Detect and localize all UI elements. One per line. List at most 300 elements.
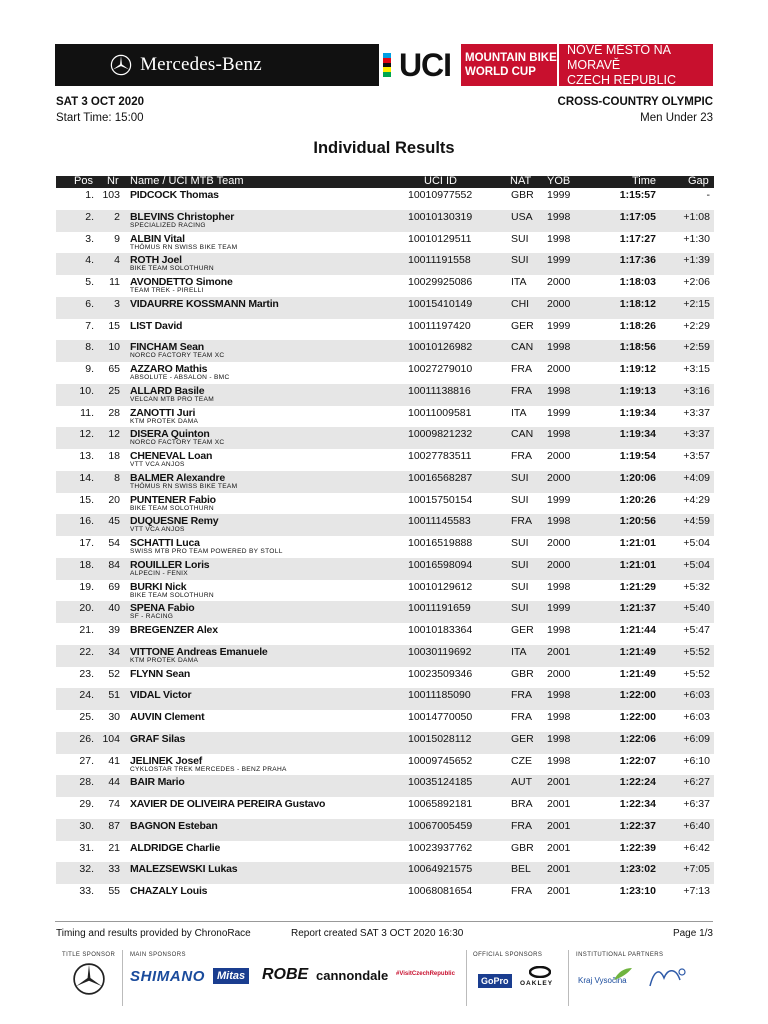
finish-time: 1:17:36 [619, 254, 656, 267]
table-row [56, 623, 714, 645]
time-gap: +5:52 [683, 645, 710, 658]
finish-time: 1:21:29 [619, 580, 656, 593]
pos: 10. [79, 384, 94, 397]
year-of-birth: 2000 [547, 471, 571, 484]
table-row [56, 319, 714, 341]
time-gap: +3:37 [683, 428, 710, 441]
bib-number: 34 [108, 645, 120, 658]
col-yob: YOB [547, 175, 571, 187]
finish-time: 1:18:03 [619, 276, 656, 288]
time-gap: +5:40 [683, 602, 710, 615]
time-gap: +7:05 [683, 863, 710, 876]
pos: 28. [79, 776, 94, 789]
race-date: SAT 3 OCT 2020 [56, 96, 144, 108]
pos: 11. [80, 406, 94, 419]
table-row [56, 536, 714, 558]
pos: 23. [79, 667, 94, 680]
finish-time: 1:22:34 [619, 798, 656, 810]
bib-number: 41 [108, 754, 120, 767]
bib-number: 9 [114, 232, 120, 245]
bib-number: 52 [108, 667, 120, 680]
col-uci-id: UCI ID [424, 175, 457, 187]
sponsor-divider [122, 950, 123, 1006]
bib-number: 51 [108, 689, 120, 702]
finish-time: 1:22:00 [619, 689, 656, 702]
year-of-birth: 1999 [547, 406, 571, 419]
bib-number: 44 [108, 776, 120, 789]
year-of-birth: 2001 [547, 645, 571, 658]
rider-name: PUNTENER Fabio [130, 493, 216, 506]
finish-time: 1:18:56 [619, 341, 656, 354]
bib-number: 12 [108, 428, 120, 441]
team-name: VELCAN MTB PRO TEAM [130, 395, 214, 403]
rider-name: BAIR Mario [130, 776, 185, 789]
table-row [56, 732, 714, 754]
year-of-birth: 1999 [547, 189, 571, 201]
bib-number: 20 [108, 493, 120, 506]
nationality: FRA [511, 711, 532, 723]
finish-time: 1:22:37 [619, 819, 656, 832]
rider-name: ROTH Joel [130, 254, 182, 267]
time-gap: +6:10 [683, 754, 710, 767]
year-of-birth: 1999 [547, 602, 571, 615]
table-row [56, 384, 714, 406]
uci-id: 10010129612 [408, 580, 473, 593]
table-row [56, 862, 714, 884]
pos: 25. [79, 711, 94, 723]
uci-id: 10065892181 [408, 798, 473, 810]
nationality: BEL [511, 863, 531, 876]
uci-id: 10010130319 [408, 210, 473, 223]
rider-name: BALMER Alexandre [130, 471, 226, 484]
table-row [56, 188, 714, 210]
finish-time: 1:17:27 [619, 232, 656, 245]
rider-name: BREGENZER Alex [130, 624, 218, 636]
finish-time: 1:22:07 [619, 754, 656, 767]
bib-number: 2 [114, 210, 120, 223]
year-of-birth: 2001 [547, 798, 571, 810]
team-name: BIKE TEAM SOLOTHURN [130, 504, 214, 512]
year-of-birth: 2001 [547, 776, 571, 789]
time-gap: +6:42 [683, 841, 710, 854]
nationality: GER [511, 319, 534, 332]
institutional-partners-label: INSTITUTIONAL PARTNERS [576, 952, 664, 958]
bib-number: 40 [108, 602, 120, 615]
table-row [56, 253, 714, 275]
official-sponsors-label: OFFICIAL SPONSORS [473, 952, 543, 958]
year-of-birth: 1998 [547, 515, 571, 528]
bib-number: 15 [108, 319, 120, 332]
nationality: SUI [511, 493, 529, 506]
pos: 4. [85, 254, 94, 267]
year-of-birth: 1998 [547, 732, 571, 745]
rider-name: BAGNON Esteban [130, 819, 218, 832]
uci-id: 10016519888 [408, 537, 473, 549]
bib-number: 4 [114, 254, 120, 267]
table-row [56, 297, 714, 319]
pos: 29. [79, 798, 94, 810]
pos: 15. [79, 493, 94, 506]
uci-id: 10011191558 [408, 254, 471, 267]
year-of-birth: 1998 [547, 428, 571, 441]
time-gap: +6:27 [683, 776, 710, 789]
team-name: KTM PROTEK DAMA [130, 417, 199, 425]
pos: 6. [85, 297, 94, 310]
pos: 13. [79, 450, 94, 462]
nationality: FRA [511, 384, 532, 397]
kraj-vysocina-logo: Kraj Vysočina [578, 976, 627, 985]
rider-name: CHENEVAL Loan [130, 450, 213, 462]
year-of-birth: 2000 [547, 450, 571, 462]
oakley-ellipse-icon [529, 966, 551, 978]
pos: 17. [79, 537, 94, 549]
rider-name: DUQUESNE Remy [130, 515, 219, 528]
finish-time: 1:21:01 [619, 537, 656, 549]
year-of-birth: 1998 [547, 689, 571, 702]
table-row [56, 232, 714, 254]
uci-id: 10023509346 [408, 667, 473, 680]
team-name: NORCO FACTORY TEAM XC [130, 352, 225, 360]
time-gap: +4:59 [683, 515, 710, 528]
nationality: FRA [511, 819, 532, 832]
mercedes-logo [55, 44, 317, 86]
table-row [56, 710, 714, 732]
year-of-birth: 2000 [547, 558, 571, 571]
nationality: SUI [511, 558, 529, 571]
rider-name: BURKI Nick [130, 580, 187, 593]
table-row [56, 645, 714, 667]
rider-name: ALDRIDGE Charlie [130, 841, 221, 854]
pos: 12. [79, 428, 94, 441]
venue-line-1: NOVÉ MĚSTO NA MORAVĚ [567, 42, 671, 72]
bib-number: 3 [114, 297, 120, 310]
finish-time: 1:22:00 [619, 711, 656, 723]
time-gap: +5:04 [683, 558, 710, 571]
team-name: SF - RACING [130, 613, 174, 621]
year-of-birth: 2001 [547, 819, 571, 832]
uci-id: 10015028112 [408, 732, 472, 745]
finish-time: 1:19:13 [619, 384, 656, 397]
event-name: CROSS-COUNTRY OLYMPIC [557, 96, 713, 108]
bib-number: 21 [108, 841, 120, 854]
main-sponsors-label: MAIN SPONSORS [130, 952, 186, 958]
nationality: CAN [511, 341, 534, 354]
time-gap: +3:57 [683, 450, 710, 462]
bib-number: 8 [114, 471, 120, 484]
time-gap: +5:52 [683, 667, 710, 680]
finish-time: 1:18:26 [619, 319, 656, 332]
uci-id: 10015750154 [408, 493, 473, 506]
team-name: SPECIALIZED RACING [130, 221, 206, 229]
nationality: FRA [511, 363, 532, 375]
time-gap: +4:29 [683, 493, 710, 506]
bib-number: 54 [108, 537, 120, 549]
team-name: NORCO FACTORY TEAM XC [130, 439, 225, 447]
table-row [56, 754, 714, 776]
nationality: CHI [511, 297, 530, 310]
bib-number: 65 [108, 363, 120, 375]
nationality: AUT [511, 776, 532, 789]
nationality: GBR [511, 667, 534, 680]
rider-name: CHAZALY Louis [130, 885, 208, 897]
category-name: Men Under 23 [640, 112, 713, 124]
pos: 26. [79, 732, 94, 745]
title-sponsor-label: TITLE SPONSOR [62, 952, 116, 958]
nationality: GBR [511, 189, 534, 201]
time-gap: - [706, 189, 710, 201]
uci-id: 10014770050 [408, 711, 473, 723]
nationality: SUI [511, 537, 529, 549]
uci-id: 10015410149 [408, 297, 473, 310]
rider-name: FINCHAM Sean [130, 341, 205, 354]
pos: 21. [79, 624, 94, 636]
uci-id: 10016598094 [408, 558, 473, 571]
uci-id: 10010183364 [408, 624, 473, 636]
nationality: FRA [511, 515, 532, 528]
team-name: THÖMUS RN SWISS BIKE TEAM [130, 482, 238, 490]
time-gap: +3:16 [683, 384, 710, 397]
pos: 16. [79, 515, 94, 528]
finish-time: 1:22:06 [619, 732, 656, 745]
town-emblem-icon [646, 964, 690, 990]
uci-id: 10011138816 [408, 384, 471, 397]
bib-number: 10 [108, 341, 120, 354]
time-gap: +6:09 [683, 732, 710, 745]
col-nat: NAT [510, 175, 532, 187]
year-of-birth: 1998 [547, 210, 571, 223]
pos: 1. [85, 189, 94, 201]
uci-wordmark: UCI [398, 46, 452, 83]
rider-name: ROUILLER Loris [130, 558, 210, 571]
year-of-birth: 2001 [547, 841, 571, 854]
header-banner [55, 44, 713, 86]
uci-id: 10010126982 [408, 341, 473, 354]
bib-number: 45 [108, 515, 120, 528]
time-gap: +2:06 [683, 276, 710, 288]
year-of-birth: 1998 [547, 232, 571, 245]
finish-time: 1:21:49 [619, 667, 656, 680]
rider-name: FLYNN Sean [130, 667, 191, 680]
rider-name: AUVIN Clement [130, 711, 205, 723]
year-of-birth: 2000 [547, 667, 571, 680]
time-gap: +6:03 [683, 711, 710, 723]
rider-name: ALLARD Basile [130, 384, 205, 397]
table-row [56, 427, 714, 449]
sponsor-divider [568, 950, 569, 1006]
time-gap: +3:37 [683, 406, 710, 419]
gopro-logo: GoPro [478, 974, 512, 988]
time-gap: +1:39 [683, 254, 710, 267]
rider-name: AVONDETTO Simone [130, 276, 233, 288]
uci-id: 10029925086 [408, 276, 473, 288]
rider-name: BLEVINS Christopher [130, 210, 235, 223]
uci-id: 10016568287 [408, 471, 473, 484]
uci-id: 10023937762 [408, 841, 473, 854]
results-table-header [56, 176, 714, 188]
pos: 7. [85, 319, 94, 332]
finish-time: 1:15:57 [619, 189, 656, 201]
rider-name: DISERA Quinton [130, 428, 210, 441]
col-name: Name / UCI MTB Team [130, 175, 244, 187]
table-row [56, 493, 714, 515]
finish-time: 1:21:44 [619, 624, 656, 636]
time-gap: +3:15 [683, 363, 710, 375]
table-row [56, 797, 714, 819]
year-of-birth: 2000 [547, 537, 571, 549]
pos: 3. [85, 232, 94, 245]
time-gap: +4:09 [683, 471, 710, 484]
rider-name: JELINEK Josef [130, 754, 203, 767]
bib-number: 30 [108, 711, 120, 723]
nationality: CZE [511, 754, 532, 767]
nationality: GBR [511, 841, 534, 854]
pos: 14. [79, 471, 94, 484]
table-row [56, 775, 714, 797]
nationality: FRA [511, 885, 532, 897]
finish-time: 1:19:54 [619, 450, 656, 462]
finish-time: 1:20:26 [619, 493, 656, 506]
nationality: ITA [511, 406, 527, 419]
finish-time: 1:23:02 [619, 863, 656, 876]
table-row [56, 558, 714, 580]
year-of-birth: 2000 [547, 363, 571, 375]
bib-number: 11 [109, 276, 120, 288]
time-gap: +1:08 [683, 210, 710, 223]
bib-number: 28 [108, 406, 120, 419]
table-row [56, 580, 714, 602]
nationality: SUI [511, 232, 529, 245]
pos: 27. [79, 754, 94, 767]
uci-id: 10030119692 [408, 645, 472, 658]
uci-id: 10011009581 [408, 406, 472, 419]
finish-time: 1:19:12 [619, 363, 656, 375]
bib-number: 87 [108, 819, 120, 832]
bib-number: 33 [108, 863, 120, 876]
nationality: CAN [511, 428, 534, 441]
mitas-logo: Mitas [213, 968, 249, 984]
cannondale-logo: cannondale [316, 968, 389, 983]
bib-number: 55 [108, 885, 120, 897]
rider-name: ZANOTTI Juri [130, 406, 196, 419]
robe-logo: ROBE [262, 966, 309, 983]
year-of-birth: 1998 [547, 580, 571, 593]
series-title [461, 44, 557, 86]
time-gap: +7:13 [683, 885, 710, 897]
venue-title [557, 44, 713, 86]
year-of-birth: 2001 [547, 885, 571, 897]
footer-divider [55, 921, 713, 922]
oakley-logo: OAKLEY [520, 980, 554, 987]
table-row [56, 819, 714, 841]
col-nr: Nr [107, 175, 119, 187]
col-pos: Pos [74, 175, 93, 187]
pos: 20. [79, 602, 94, 615]
team-name: BIKE TEAM SOLOTHURN [130, 265, 214, 273]
nationality: BRA [511, 798, 533, 810]
team-name: TEAM TREK - PIRELLI [130, 287, 204, 294]
nationality: SUI [511, 580, 529, 593]
table-row [56, 601, 714, 623]
page-title: Individual Results [313, 139, 455, 157]
bib-number: 39 [108, 624, 120, 636]
uci-id: 10009745652 [408, 754, 473, 767]
rider-name: AZZARO Mathis [130, 363, 208, 375]
nationality: FRA [511, 450, 532, 462]
year-of-birth: 1998 [547, 624, 571, 636]
rider-name: VIDAL Victor [130, 689, 192, 702]
vysocina-leaf-icon [612, 966, 634, 982]
finish-time: 1:21:37 [619, 602, 656, 615]
pos: 22. [79, 645, 94, 658]
finish-time: 1:20:06 [619, 471, 656, 484]
table-row [56, 406, 714, 428]
team-name: THÖMUS RN SWISS BIKE TEAM [130, 243, 238, 251]
uci-id: 10064921575 [408, 863, 473, 876]
team-name: VTT VCA ANJOS [130, 526, 185, 534]
time-gap: +5:04 [683, 537, 710, 549]
uci-id: 10027783511 [408, 450, 472, 462]
uci-id: 10011145583 [408, 515, 471, 528]
year-of-birth: 2001 [547, 863, 571, 876]
report-created: Report created SAT 3 OCT 2020 16:30 [291, 928, 464, 939]
year-of-birth: 2000 [547, 297, 571, 310]
race-meta-left [56, 96, 144, 124]
year-of-birth: 1999 [547, 254, 571, 267]
year-of-birth: 1999 [547, 493, 571, 506]
finish-time: 1:22:39 [619, 841, 656, 854]
uci-id: 10035124185 [408, 776, 473, 789]
nationality: ITA [511, 276, 527, 288]
pos: 2. [85, 210, 94, 223]
time-gap: +1:30 [683, 232, 710, 245]
bib-number: 25 [108, 384, 120, 397]
bib-number: 18 [108, 450, 120, 462]
uci-id: 10009821232 [408, 428, 473, 441]
venue-line-2: CZECH REPUBLIC [567, 72, 677, 87]
pos: 9. [85, 363, 94, 375]
finish-time: 1:19:34 [619, 406, 656, 419]
bib-number: 74 [108, 798, 120, 810]
finish-time: 1:21:49 [619, 645, 656, 658]
team-name: BIKE TEAM SOLOTHURN [130, 591, 214, 599]
bib-number: 84 [108, 558, 120, 571]
team-name: VTT VCA ANJOS [130, 461, 185, 468]
page-number: Page 1/3 [672, 928, 713, 939]
nationality: USA [511, 210, 533, 223]
series-line-1: MOUNTAIN BIKE [465, 52, 557, 64]
col-time: Time [632, 175, 657, 187]
race-meta-right [558, 96, 713, 124]
nationality: GER [511, 732, 534, 745]
bib-number: 104 [102, 732, 120, 745]
finish-time: 1:19:34 [619, 428, 656, 441]
team-name: KTM PROTEK DAMA [130, 656, 199, 664]
finish-time: 1:21:01 [619, 558, 656, 571]
table-row [56, 449, 714, 471]
rider-name: LIST David [130, 319, 183, 332]
nationality: GER [511, 624, 534, 636]
pos: 32. [79, 863, 94, 876]
pos: 24. [79, 689, 94, 702]
uci-id: 10068081654 [408, 885, 473, 897]
uci-stripes-icon [383, 53, 391, 77]
rider-name: GRAF Silas [130, 732, 186, 745]
time-gap: +2:59 [683, 341, 710, 354]
nationality: SUI [511, 471, 529, 484]
col-gap: Gap [688, 175, 709, 187]
bib-number: 69 [108, 580, 120, 593]
visit-czech-logo: #VisitCzechRepublic [396, 971, 455, 977]
